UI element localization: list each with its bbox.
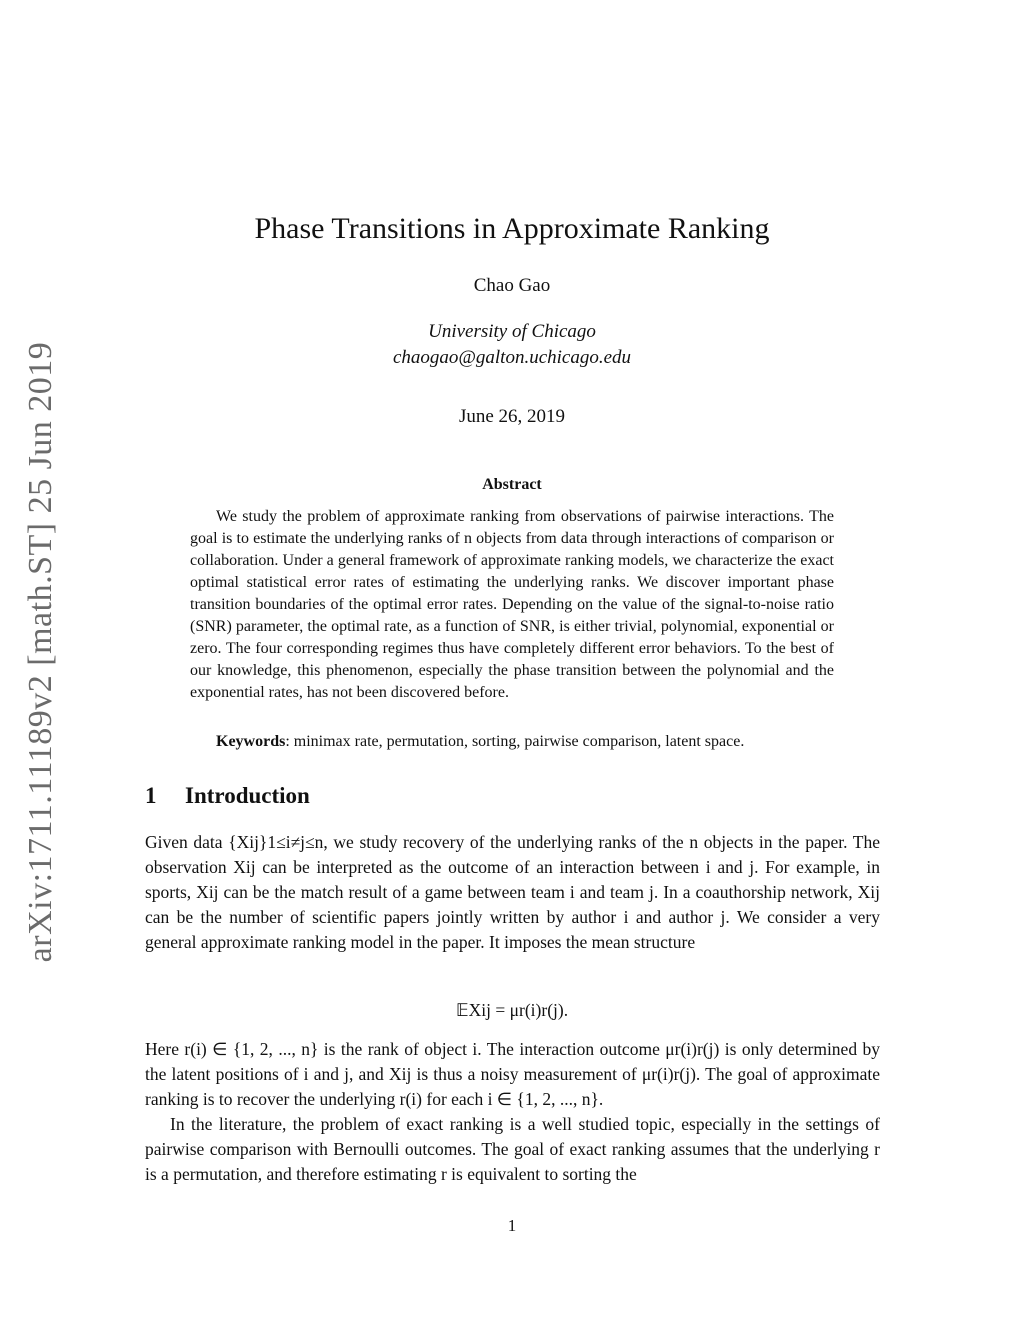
intro-paragraph-3 bbox=[145, 1112, 880, 1187]
author-email[interactable]: chaogao@galton.uchicago.edu bbox=[392, 347, 632, 368]
keywords-list: : minimax rate, permutation, sorting, pairwise comparison, latent space. bbox=[285, 733, 745, 750]
section-number: 1 bbox=[145, 783, 157, 808]
abstract-heading: Abstract bbox=[482, 476, 542, 493]
author-affiliation-block bbox=[0, 319, 1024, 371]
page-number: 1 bbox=[507, 1216, 517, 1235]
abstract-body bbox=[190, 506, 834, 704]
intro-paragraph-2 bbox=[145, 1037, 880, 1112]
paper-date: June 26, 2019 bbox=[458, 406, 566, 427]
abstract-text: We study the problem of approximate ranking from observations of pairwise interactions. The goal is to estimate the underlying ranks of n objects from data through interactions of comparison or collaboration. Under a general framework of approximate ranking models, we characterize the exact optimal statistical error rates of estimating the underlying ranks. We discover important phase transition boundaries of the optimal error rates. Depending on the value of the signal-to-noise ratio (SNR) parameter, the optimal rate, as a function of SNR, is either trivial, polynomial, exponential or zero. The four corresponding regimes thus have completely different error behaviors. To the best of our knowledge, this phenomenon, especially the phase transition between the polynomial and the exponential rates, has not been discovered before. bbox=[190, 508, 834, 701]
paragraph-text: Here r(i) ∈ {1, 2, ..., n} is the rank of object i. The interaction outcome μr(i)r(j) is only determined by the latent positions of i and j, and Xij is thus a noisy measurement of μr(i)r(j). The goal of approximate ranking is to recover the underlying r(i) for each i ∈ {1, 2, ..., n}. bbox=[145, 1039, 880, 1109]
section-heading bbox=[145, 783, 310, 809]
paragraph-text: Given data {Xij}1≤i≠j≤n, we study recovery of the underlying ranks of the n objects in the paper. The observation Xij can be interpreted as the outcome of an interaction between i and j. For example, in sports, Xij can be the match result of a game between team i and team j. In a coauthorship network, Xij can be the number of scientific papers jointly written by author i and author j. We consider a very general approximate ranking model in the paper. It imposes the mean structure bbox=[145, 832, 880, 952]
arxiv-stamp: arXiv:1711.11189v2 [math.ST] 25 Jun 2019 bbox=[22, 341, 59, 963]
affiliation: University of Chicago bbox=[428, 321, 596, 342]
display-equation: 𝔼Xij = μr(i)r(j). bbox=[455, 1000, 569, 1020]
paragraph-text: In the literature, the problem of exact ranking is a well studied topic, especially in the settings of pairwise comparison with Bernoulli outcomes. The goal of exact ranking assumes that the underlying r is a permutation, and therefore estimating r is equivalent to sorting the bbox=[145, 1114, 880, 1184]
author-name: Chao Gao bbox=[473, 275, 551, 296]
keywords-line bbox=[190, 731, 834, 753]
keywords-label: Keywords bbox=[216, 733, 286, 750]
paper-title: Phase Transitions in Approximate Ranking bbox=[254, 212, 770, 245]
section-title: Introduction bbox=[185, 783, 310, 808]
intro-paragraph-1 bbox=[145, 830, 880, 955]
